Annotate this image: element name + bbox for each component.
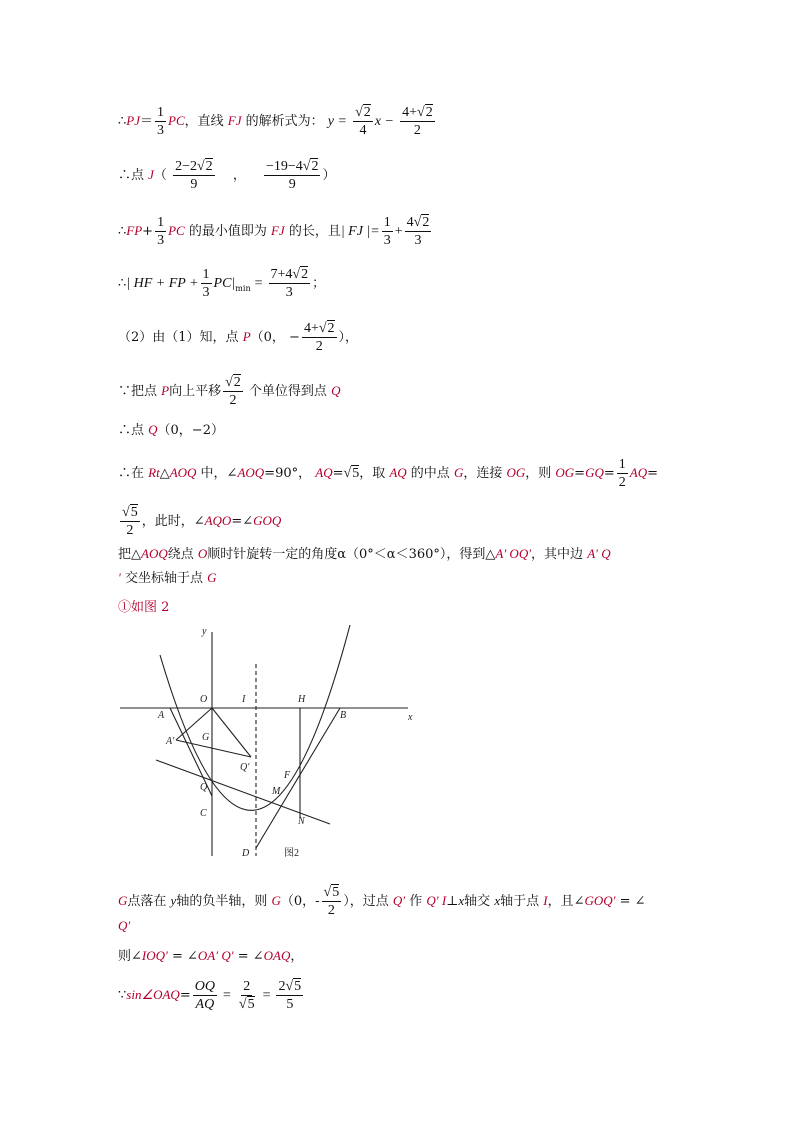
var-pj: PJ	[126, 113, 140, 128]
line-7: ∴点 Q（0，−2）	[118, 422, 224, 438]
fraction-oq-aq: $\frac{OQ}{AQ}$	[194, 979, 215, 1012]
fraction-r2-2: $\frac{√2}{2}$	[225, 375, 241, 408]
fraction-7p4r2-3: $\frac{7+4√2}{3}$	[270, 267, 309, 300]
line-3: ∴FP+ $\frac{1}{3}$ PC 的最小值即为 FJ 的长，且| FJ |= $\frac{1}{3}$ + $\frac{4√2}{3}$	[118, 215, 430, 248]
fraction-p-y: $\frac{4+√2}{2}$	[303, 321, 335, 354]
line-14: Q′	[118, 918, 131, 933]
fraction-j-x: $\frac{2-2√2}{9}$	[175, 159, 213, 192]
fraction-4r2-3: $\frac{4√2}{3}$	[406, 215, 430, 248]
fraction-1-3: $\frac{1}{3}$	[157, 105, 165, 138]
label-d: D	[242, 848, 250, 859]
fraction-g-y: $\frac{√5}{2}$	[323, 885, 340, 918]
line-9: $\frac{√5}{2}$ ，此时，∠AQO=∠GOQ	[122, 505, 282, 538]
fraction-2r5-5: $\frac{2√5}{5}$	[278, 979, 302, 1012]
label-a1: A′	[166, 736, 175, 747]
label-h: H	[298, 694, 306, 705]
fraction-4pr2-2: $\frac{4+√2}{2}$	[402, 105, 433, 138]
line-12: ①如图 2	[118, 600, 170, 615]
therefore-symbol: ∴	[118, 114, 127, 129]
fraction-2-r5: $\frac{2}{√5}$	[238, 979, 255, 1012]
fraction-1-2: $\frac{1}{2}$	[618, 457, 626, 490]
label-b: B	[340, 710, 347, 721]
var-pc: PC	[168, 113, 185, 128]
label-q1: Q′	[240, 762, 250, 773]
label-q: Q	[200, 782, 208, 793]
fraction-1-3c: $\frac{1}{3}$	[383, 215, 391, 248]
figure-caption: 图2	[284, 848, 299, 859]
label-g: G	[202, 732, 210, 743]
figure-2	[118, 620, 428, 865]
label-n: N	[298, 816, 305, 827]
label-m: M	[272, 786, 281, 797]
line-13: G点落在 y轴的负半轴，则 G（0，- $\frac{√5}{2}$ ），过点 Q′ 作 Q′ I⊥x轴交 x轴于点 I，且∠GOQ′ = ∠	[118, 885, 646, 918]
label-o: O	[200, 694, 208, 705]
line-5: （2）由（1）知，点 P（0， − $\frac{4+√2}{2}$ ），	[118, 321, 359, 354]
line-10: 把△AOQ绕点 O顺时针旋转一定的角度α（0°＜α＜360°），得到△A′ OQ′，其中边 A′ Q	[118, 546, 611, 562]
line-11: ′ 交坐标轴于点 G	[118, 570, 217, 586]
fraction-j-y: $\frac{-19-4√2}{9}$	[265, 159, 319, 192]
label-x: x	[408, 712, 413, 723]
fraction-r2-4: $\frac{√2}{4}$	[355, 105, 371, 138]
fraction-1-3b: $\frac{1}{3}$	[157, 215, 165, 248]
line-4: ∴| HF + FP + $\frac{1}{3}$ $PC|_{min}$ = $\frac{7+4√2}{3}$ ；	[118, 267, 326, 300]
label-f: F	[284, 770, 291, 781]
line-6: ∵把点 P向上平移 $\frac{√2}{2}$ 个单位得到点 Q	[118, 375, 341, 408]
seg-d-b	[256, 708, 340, 848]
label-a: A	[158, 710, 165, 721]
label-i: I	[242, 694, 246, 705]
line-2: ∴点 J（ $\frac{2-2√2}{9}$ ， $\frac{-19-4√2}{9}$ ）	[118, 159, 336, 192]
equals: ＝	[140, 114, 154, 129]
line-15: 则∠IOQ′ = ∠OA′ Q′ = ∠OAQ，	[118, 948, 304, 964]
fraction-1-3d: $\frac{1}{3}$	[202, 267, 210, 300]
var-j: J	[148, 167, 154, 182]
label-y: y	[202, 626, 207, 637]
line-8: ∴在 Rt△AOQ 中，∠AOQ=90°， AQ=√5，取 AQ 的中点 G，连接 OG，则 OG=GQ= $\frac{1}{2}$ AQ=	[118, 457, 659, 490]
line-16: ∵sin∠OAQ= $\frac{OQ}{AQ}$ = $\frac{2}{√5}$ = $\frac{2√5}{5}$	[118, 979, 302, 1012]
parabola	[160, 625, 350, 810]
label-c: C	[200, 808, 207, 819]
line-1: ∴PJ＝ $\frac{1}{3}$ PC，直线 FJ 的解析式为： y = $\frac{√2}{4}$ x − $\frac{4+√2}{2}$	[118, 105, 433, 138]
fraction-r5-2: $\frac{√5}{2}$	[122, 505, 138, 538]
var-fj: FJ	[227, 113, 242, 128]
